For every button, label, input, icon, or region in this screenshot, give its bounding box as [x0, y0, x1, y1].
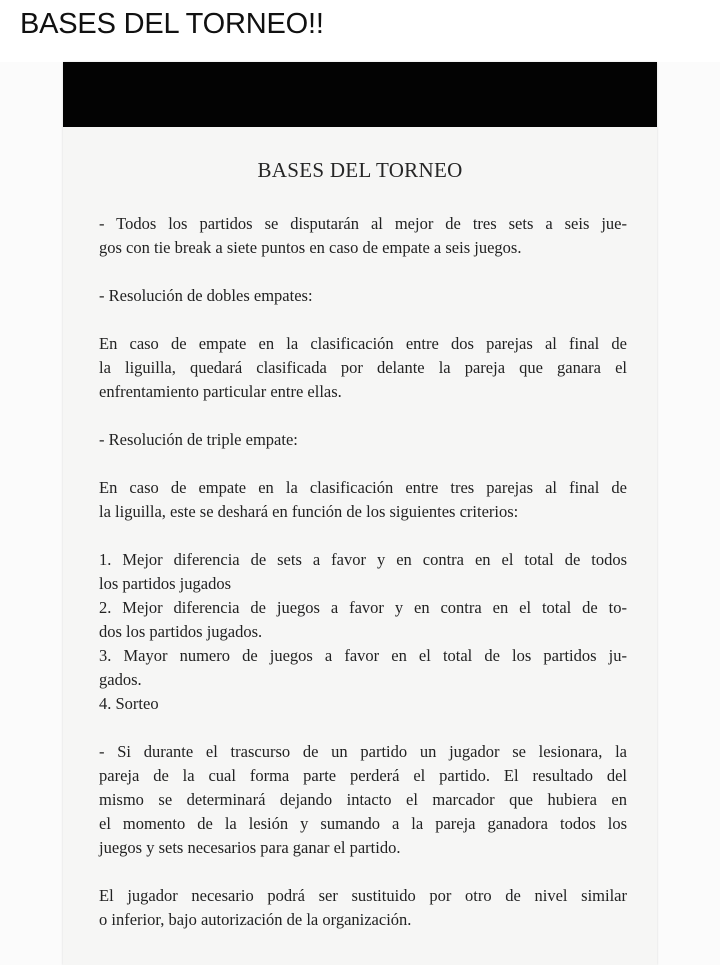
document-title: BASES DEL TORNEO [257, 158, 463, 182]
post-caption: BASES DEL TORNEO!! [20, 8, 324, 40]
document-line: En caso de empate en la clasificación entre tres parejas al final de [99, 478, 627, 497]
document-line: 1. Mejor diferencia de sets a favor y en contra en el total de todos [99, 550, 627, 569]
document-body [99, 212, 627, 932]
document-line: El jugador necesario podrá ser sustituido por otro de nivel similar [99, 886, 627, 905]
paragraph-gap [99, 860, 627, 884]
document-line: o inferior, bajo autorización de la organización. [99, 910, 412, 929]
document-line: gos con tie break a siete puntos en caso de empate a seis juegos. [99, 238, 522, 257]
paragraph-gap [99, 716, 627, 740]
paragraph-gap [99, 260, 627, 284]
document-line: 3. Mayor numero de juegos a favor en el total de los partidos ju- [99, 646, 627, 665]
paragraph-gap [99, 524, 627, 548]
document-line: - Todos los partidos se disputarán al mejor de tres sets a seis jue- [99, 214, 627, 233]
document-line: la liguilla, quedará clasificada por delante la pareja que ganara el [99, 358, 627, 377]
document-line: dos los partidos jugados. [99, 622, 263, 641]
document-paragraph [99, 740, 627, 860]
document-paragraph [99, 548, 627, 716]
document-paragraph [99, 428, 627, 452]
document-paragraph [99, 476, 627, 524]
document-page [63, 62, 657, 965]
paragraph-gap [99, 452, 627, 476]
document-line: pareja de la cual forma parte perderá el partido. El resultado del [99, 766, 627, 785]
document-paragraph [99, 212, 627, 260]
document-paragraph [99, 884, 627, 932]
paragraph-gap [99, 404, 627, 428]
document-paragraph [99, 284, 627, 308]
paragraph-gap [99, 308, 627, 332]
document-line: - Resolución de dobles empates: [99, 286, 313, 305]
document-paragraph [99, 332, 627, 404]
document-line: - Si durante el trascurso de un partido un jugador se lesionara, la [99, 742, 627, 761]
document-line: el momento de la lesión y sumando a la pareja ganadora todos los [99, 814, 627, 833]
document-line: los partidos jugados [99, 574, 231, 593]
document-line: mismo se determinará dejando intacto el marcador que hubiera en [99, 790, 627, 809]
document-line: enfrentamiento particular entre ellas. [99, 382, 342, 401]
document-line: la liguilla, este se deshará en función de los siguientes criterios: [99, 502, 519, 521]
attached-photo[interactable] [0, 62, 720, 965]
document-line: gados. [99, 670, 142, 689]
document-line: juegos y sets necesarios para ganar el partido. [99, 838, 401, 857]
document-line: En caso de empate en la clasificación entre dos parejas al final de [99, 334, 627, 353]
redaction-bar [63, 62, 657, 127]
document-line: 2. Mejor diferencia de juegos a favor y en contra en el total de to- [99, 598, 627, 617]
document-line: - Resolución de triple empate: [99, 430, 298, 449]
document-line: 4. Sorteo [99, 694, 159, 713]
